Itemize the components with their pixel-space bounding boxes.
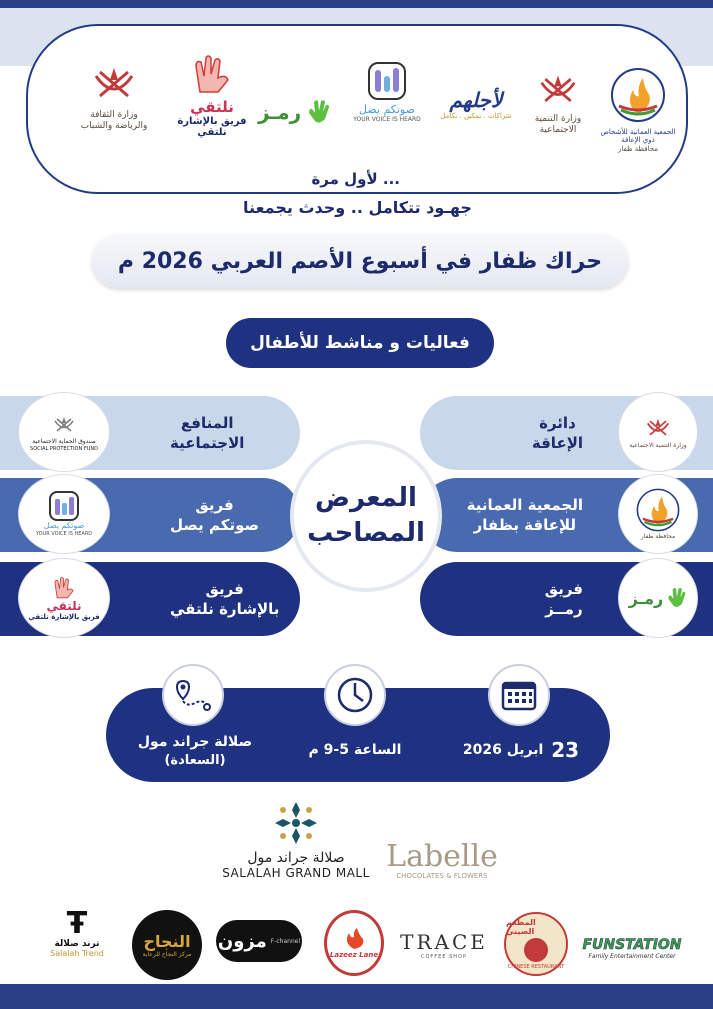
association-subtitle: محافظة ظفار bbox=[617, 144, 659, 153]
center-line1: المعرض bbox=[315, 482, 417, 513]
tagline-line2: جهـود تتكامل .. وحدث يجمعنا bbox=[243, 198, 472, 217]
salalah-trend-logo bbox=[36, 900, 118, 966]
ramz-team-logo bbox=[618, 558, 698, 638]
flame-circle-icon bbox=[607, 66, 669, 124]
hand-sign-icon bbox=[182, 52, 242, 94]
event-date bbox=[446, 736, 596, 765]
ministry-social-development-logo bbox=[520, 70, 596, 142]
mall-name-ar: صلالة جراند مول bbox=[247, 850, 345, 866]
logo-caption: رمـز bbox=[628, 588, 664, 608]
ministry-social-text: وزارة التنمية الاجتماعية bbox=[534, 114, 582, 135]
participant-line1: فريق bbox=[195, 495, 234, 514]
labelle-logo bbox=[382, 839, 502, 892]
top-strip bbox=[0, 0, 713, 8]
mall-name-en: SALALAH GRAND MALL bbox=[222, 866, 370, 880]
page-title: حراك ظفار في أسبوع الأصم العربي 2026 م bbox=[92, 234, 628, 288]
logo-sub-caption: SOCIAL PROTECTION FUND bbox=[30, 445, 98, 452]
chinese-sub: CHINESE RESTAURANT bbox=[507, 964, 565, 970]
flame-icon bbox=[341, 927, 367, 951]
ministry-culture-text: وزارة الثقافة والرياضة والشباب bbox=[80, 110, 148, 131]
calendar-icon bbox=[488, 664, 550, 726]
green-hand-icon bbox=[305, 99, 331, 125]
salalah-trend-ar: ترند صلالة bbox=[54, 938, 100, 949]
exhibition-circle bbox=[290, 440, 442, 592]
participant-line2: رمــز bbox=[545, 600, 583, 618]
event-location bbox=[120, 732, 270, 771]
lazeez-lane-logo bbox=[324, 910, 384, 976]
trace-sub: COFFEE SHOP bbox=[421, 954, 467, 960]
green-hand-icon bbox=[665, 587, 687, 609]
clock-icon bbox=[324, 664, 386, 726]
date-day: 23 bbox=[551, 738, 580, 762]
sawtukum-title: صوتكم يصل bbox=[359, 103, 415, 116]
ajlahum-title: لأجلهم bbox=[449, 88, 503, 112]
salalah-trend-en: Salalah Trend bbox=[50, 948, 104, 958]
event-time: الساعة 5-9 م bbox=[308, 742, 402, 758]
alnajah-name: النجاح bbox=[143, 932, 191, 951]
logo-caption: صوتكم يصل bbox=[43, 521, 85, 531]
participant-line1: دائرة bbox=[539, 413, 576, 432]
oman-emblem-icon bbox=[520, 70, 596, 110]
ministry-culture-logo bbox=[74, 62, 154, 140]
sawtukum-logo bbox=[344, 62, 430, 140]
ramz-logo bbox=[258, 92, 342, 132]
participant-line2: صوتكم يصل bbox=[170, 516, 260, 534]
logo-caption: نلتقي bbox=[46, 599, 82, 613]
voice-bars-icon bbox=[368, 62, 406, 100]
participant-line2: للإعاقة بظفار bbox=[473, 516, 576, 534]
participant-line2: الاجتماعية bbox=[170, 434, 245, 452]
bottom-strip bbox=[0, 984, 713, 1009]
alnajah-sub: مركز النجاح للرعاية bbox=[142, 951, 192, 958]
naltaqi-subtitle: فريق بالإشارة نلتقي bbox=[177, 116, 247, 138]
funstation-name: FUNSTATION bbox=[582, 936, 682, 953]
labelle-sub: CHOCOLATES & FLOWERS bbox=[396, 872, 488, 880]
chinese-name: المطعم الصيني bbox=[506, 918, 536, 936]
salalah-grand-mall-logo bbox=[222, 800, 370, 890]
alnajah-logo bbox=[132, 910, 202, 980]
logo-sub-caption: فريق بالإشارة نلتقي bbox=[28, 613, 100, 621]
naltaqi-title: نلتقي bbox=[190, 98, 234, 116]
restaurant-seal-icon bbox=[524, 938, 548, 962]
mazoon-logo bbox=[216, 920, 302, 962]
participant-line2: الإعاقة bbox=[531, 434, 583, 452]
tagline-line1: لأول مرة ... bbox=[311, 170, 400, 188]
trace-logo bbox=[398, 928, 490, 962]
logo-caption: محافظة ظفار bbox=[640, 533, 676, 541]
mazoon-name: مزون bbox=[217, 930, 267, 952]
participant-line1: الجمعية العمانية bbox=[466, 495, 583, 514]
participant-line1: فريق bbox=[205, 579, 244, 598]
oman-disability-association-logo bbox=[598, 66, 678, 154]
participant-line2: بالإشارة نلتقي bbox=[170, 600, 280, 618]
voice-bars-icon bbox=[49, 491, 79, 521]
oman-emblem-icon bbox=[44, 412, 84, 438]
logo-sub-caption: YOUR VOICE IS HEARD bbox=[35, 530, 93, 537]
association-text: الجمعية العمانية للأشخاص ذوي الإعاقة bbox=[600, 128, 676, 145]
funstation-logo bbox=[580, 928, 684, 968]
hand-sign-icon bbox=[47, 575, 81, 599]
sawtukum-subtitle: YOUR VOICE IS HEARD bbox=[353, 116, 421, 123]
center-line2: المصاحب bbox=[307, 518, 425, 548]
mall-star-icon bbox=[273, 800, 319, 846]
location-route-icon bbox=[162, 664, 224, 726]
naltaqi-logo bbox=[164, 52, 260, 136]
section-subtitle: فعاليات و مناشط للأطفال bbox=[226, 318, 494, 368]
disability-dept-logo bbox=[618, 392, 698, 472]
location-line1: صلالة جراند مول bbox=[137, 734, 253, 750]
labelle-name: Labelle bbox=[386, 839, 498, 874]
oman-association-logo bbox=[618, 474, 698, 554]
trace-name: TRACE bbox=[400, 930, 488, 954]
date-rest: ابريل 2026 bbox=[462, 742, 544, 759]
oman-emblem-icon bbox=[74, 62, 154, 106]
oman-emblem-icon bbox=[635, 414, 681, 442]
naltaqi-team-logo bbox=[18, 558, 110, 638]
ajlahum-subtitle: شراكات . تمكين . تكامل bbox=[440, 112, 512, 120]
sawtukum-team-logo bbox=[18, 474, 110, 554]
social-protection-fund-logo bbox=[18, 392, 110, 472]
logo-caption: وزارة التنمية الاجتماعية bbox=[629, 442, 687, 450]
ajlahum-logo bbox=[430, 88, 522, 134]
flame-circle-icon bbox=[633, 487, 683, 533]
trend-t-icon: Ŧ bbox=[66, 905, 88, 941]
chinese-restaurant-logo bbox=[504, 912, 568, 976]
lazeez-name: Lazeez Lane bbox=[329, 951, 379, 959]
participant-line1: فريق bbox=[544, 579, 583, 598]
mazoon-sub: F-channel bbox=[270, 937, 301, 945]
ramz-text: رمـز bbox=[258, 100, 302, 124]
funstation-sub: Family Entertainment Center bbox=[588, 952, 676, 960]
location-line2: (السعادة) bbox=[164, 753, 226, 769]
logo-caption: صندوق الحماية الاجتماعية bbox=[32, 438, 96, 446]
participant-line1: المنافع bbox=[180, 413, 234, 432]
